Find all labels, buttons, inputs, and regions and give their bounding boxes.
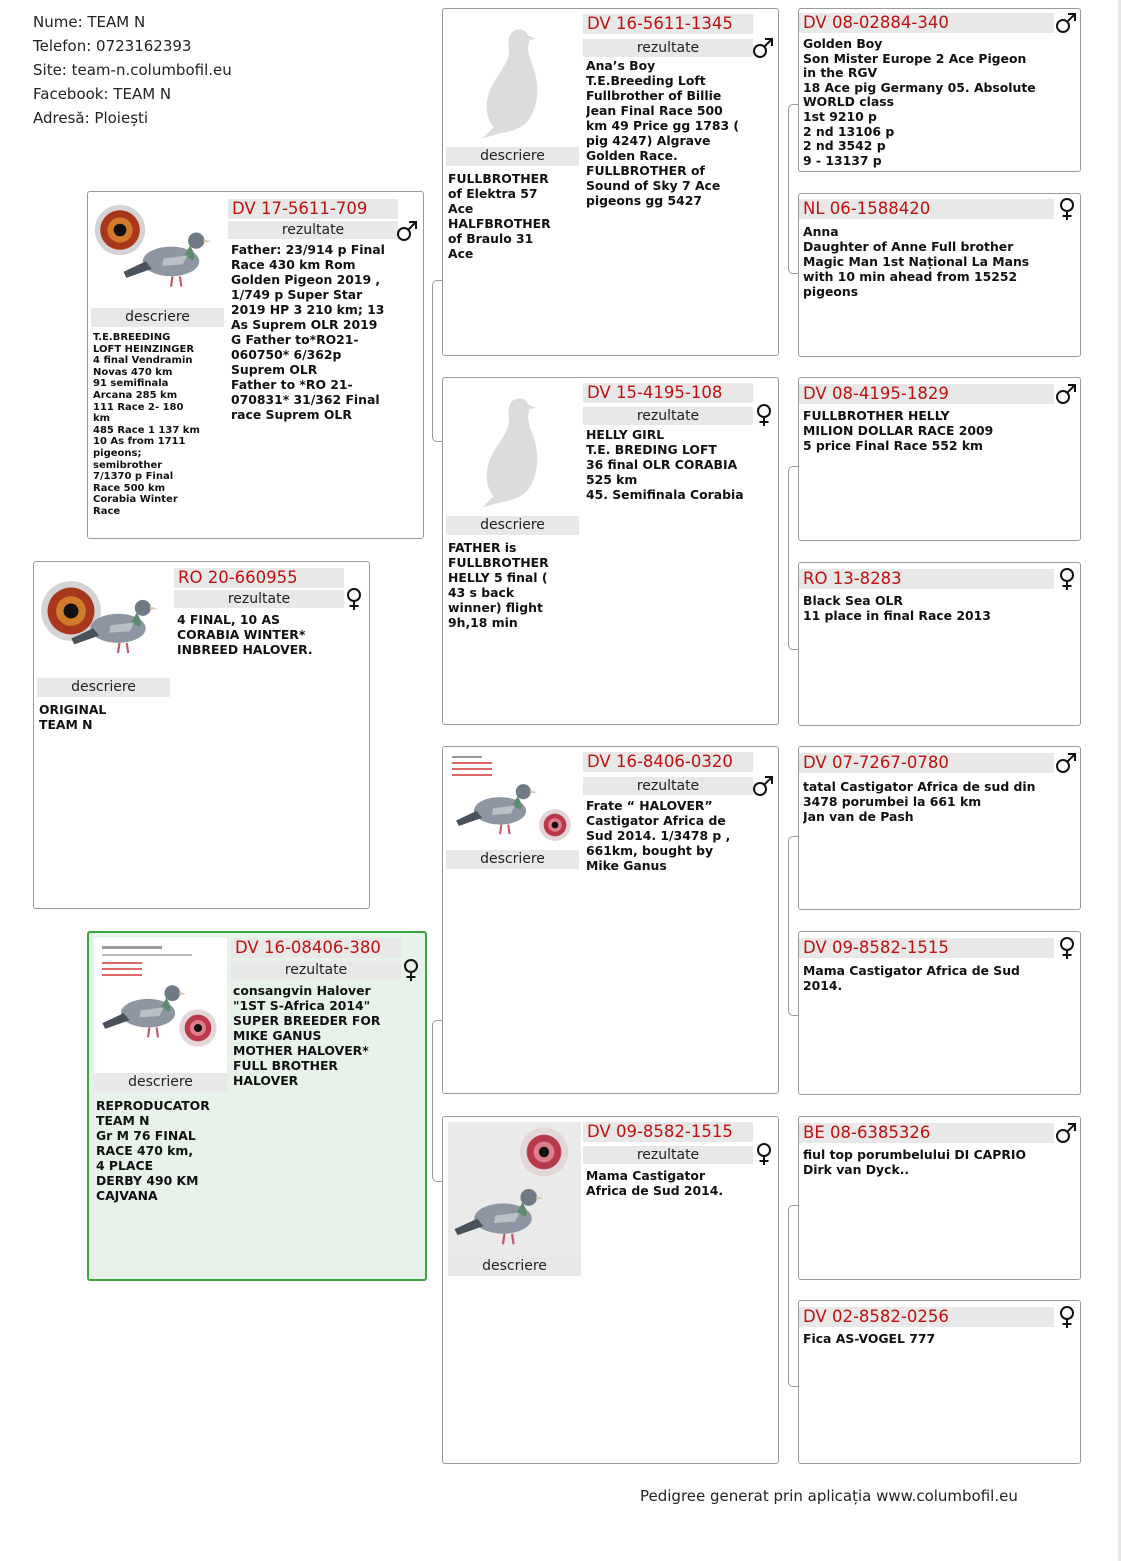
pigeon-description: REPRODUCATOR TEAM N Gr M 76 FINAL RACE 470 km, 4 PLACE DERBY 490 KM CAJVANA [96,1098,210,1203]
ring-number[interactable]: DV 07-7267-0780 [799,753,1054,773]
pigeon-photo[interactable] [446,381,579,516]
pigeon-silhouette [446,12,579,147]
owner-address: Adresă: Ploiești [33,109,149,127]
results-button[interactable]: rezultate [174,590,344,608]
male-icon [1054,11,1078,35]
female-icon [752,403,776,427]
female-icon [1055,567,1079,591]
pigeon-info: Mama Castigator Africa de Sud 2014. [803,963,1020,993]
description-button[interactable]: descriere [446,516,579,535]
ring-number[interactable]: NL 06-1588420 [799,199,1054,219]
pigeon-card-dds [798,1116,1081,1280]
description-button[interactable]: descriere [37,678,170,697]
pigeon-info: Frate “ HALOVER” Castigator Africa de Sud 2014. 1/3478 p , 661km, bought by Mike Ganus [586,798,731,873]
male-icon [1054,382,1078,406]
results-button[interactable]: rezultate [583,1146,753,1164]
pigeon-description: FULLBROTHER of Elektra 57 Ace HALFBROTHER of Braulo 31 Ace [448,171,551,261]
female-icon [1055,1305,1079,1329]
pigeon-photo[interactable] [94,938,227,1073]
pigeon-card-sds [798,377,1081,541]
pigeon-info: Black Sea OLR 11 place in final Race 2013 [803,593,991,623]
ring-number[interactable]: DV 02-8582-0256 [799,1307,1054,1327]
owner-facebook: Facebook: TEAM N [33,85,172,103]
results-button[interactable]: rezultate [583,407,753,425]
male-icon [1054,751,1078,775]
results-button[interactable]: rezultate [583,39,753,57]
pigeon-card-sss [798,8,1081,172]
owner-name: Nume: TEAM N [33,13,146,31]
pigeon-info: Anna Daughter of Anne Full brother Magic Man 1st Național La Mans with 10 min ahead from 15252 pigeons [803,224,1030,299]
ring-number[interactable]: DV 09-8582-1515 [799,938,1054,958]
pigeon-info: fiul top porumbelului DI CAPRIO Dirk van Dyck.. [803,1147,1027,1177]
pigeon-photo[interactable] [91,195,224,308]
results-button[interactable]: rezultate [583,777,753,795]
pigeon-card-sire [87,191,424,539]
pigeon-silhouette [446,381,579,516]
pigeon-card-sire-dam [442,377,779,725]
female-icon [342,587,366,611]
ring-number[interactable]: DV 15-4195-108 [583,383,753,403]
description-button[interactable]: descriere [448,1257,581,1276]
pigeon-info: Golden Boy Son Mister Europe 2 Ace Pigeon in the RGV 18 Ace pig Germany 05. Absolute WORLD class 1st 9210 p 2 nd 13106 p 2 nd 3542 p 9 - 13137 p [803,37,1036,168]
pigeon-card-dsd [798,931,1081,1095]
ring-number[interactable]: DV 08-4195-1829 [799,384,1054,404]
results-button[interactable]: rezultate [228,221,398,239]
pigeon-photo[interactable] [37,565,170,678]
description-button[interactable]: descriere [446,850,579,869]
ring-number[interactable]: DV 08-02884-340 [799,13,1054,33]
male-icon [1054,1121,1078,1145]
pigeon-card-dam-dam [442,1116,779,1464]
pigeon-photo[interactable] [446,12,579,147]
pigeon-info: HELLY GIRL T.E. BREDING LOFT 36 final OLR CORABIA 525 km 45. Semifinala Corabia [586,427,744,502]
pigeon-card-dam [33,561,370,909]
owner-phone: Telefon: 0723162393 [33,37,192,55]
pigeon-photo-image [448,1122,581,1257]
male-icon [751,36,775,60]
footer-credit: Pedigree generat prin aplicația www.columbofil.eu [640,1487,1018,1505]
male-icon [395,219,419,243]
pigeon-photo[interactable] [448,1122,581,1257]
ring-number[interactable]: RO 13-8283 [799,569,1054,589]
pigeon-description: ORIGINAL TEAM N [39,702,107,732]
owner-site: Site: team-n.columbofil.eu [33,61,232,79]
pigeon-card-sdd [798,562,1081,726]
pigeon-photo-image [94,938,227,1073]
pigeon-info: Ana’s Boy T.E.Breeding Loft Fullbrother of Billie Jean Final Race 500 km 49 Price gg 1783 ( pig 4247) Algrave Golden Race. FULLBROTHER of Sound of Sky 7 Ace pigeons gg 5427 [586,58,740,208]
ring-number[interactable]: DV 16-8406-0320 [583,752,753,772]
ring-number[interactable]: DV 16-08406-380 [231,938,401,958]
pigeon-info: 4 FINAL, 10 AS CORABIA WINTER* INBREED HALOVER. [177,612,313,657]
ring-number[interactable]: DV 16-5611-1345 [583,14,753,34]
pigeon-card-dss [798,746,1081,910]
description-button[interactable]: descriere [94,1073,227,1092]
owner-info [33,10,232,130]
pigeon-card-subject [87,931,427,1281]
pigeon-eye-image [37,565,170,678]
ring-number[interactable]: RO 20-660955 [174,568,344,588]
pigeon-card-ssd [798,193,1081,357]
pigeon-card-sire-sire [442,8,779,356]
pigeon-description: T.E.BREEDING LOFT HEINZINGER 4 final Vendramin Novas 470 km 91 semifinala Arcana 285 km 111 Race 2- 180 km 485 Race 1 137 km 10 As from 1711 pigeons; semibrother 7/1370 p Final Race 500 km Corabia Winter Race [93,332,200,517]
pigeon-photo-image [446,750,579,850]
pigeon-info: Mama Castigator Africa de Sud 2014. [586,1168,724,1198]
pigeon-info: consangvin Halover "1ST S-Africa 2014" SUPER BREEDER FOR MIKE GANUS MOTHER HALOVER* FULL BROTHER HALOVER [233,983,381,1088]
pigeon-info: tatal Castigator Africa de sud din 3478 porumbei la 661 km Jan van de Pash [803,779,1036,824]
male-icon [751,774,775,798]
ring-number[interactable]: DV 17-5611-709 [228,199,398,219]
female-icon [1055,197,1079,221]
female-icon [399,958,423,982]
ring-number[interactable]: BE 08-6385326 [799,1123,1054,1143]
description-button[interactable]: descriere [446,147,579,166]
description-button[interactable]: descriere [91,308,224,327]
pigeon-info: FULLBROTHER HELLY MILION DOLLAR RACE 2009 5 price Final Race 552 km [803,408,994,453]
results-button[interactable]: rezultate [231,961,401,979]
ring-number[interactable]: DV 09-8582-1515 [583,1122,753,1142]
female-icon [752,1142,776,1166]
pigeon-description: FATHER is FULLBROTHER HELLY 5 final ( 43 s back winner) flight 9h,18 min [448,540,549,630]
pigeon-info: Father: 23/914 p Final Race 430 km Rom Golden Pigeon 2019 , 1/749 p Super Star 2019 HP 3 210 km; 13 As Suprem OLR 2019 G Father to*RO21- 060750* 6/362p Suprem OLR Father to *RO 21- 070831* 31/362 Final race Suprem OLR [231,242,385,422]
pigeon-eye-image [91,195,224,308]
pigeon-card-ddd [798,1300,1081,1464]
pigeon-card-dam-sire [442,746,779,1094]
pigeon-info: Fica AS-VOGEL 777 [803,1331,936,1346]
female-icon [1055,936,1079,960]
pigeon-photo[interactable] [446,750,579,850]
